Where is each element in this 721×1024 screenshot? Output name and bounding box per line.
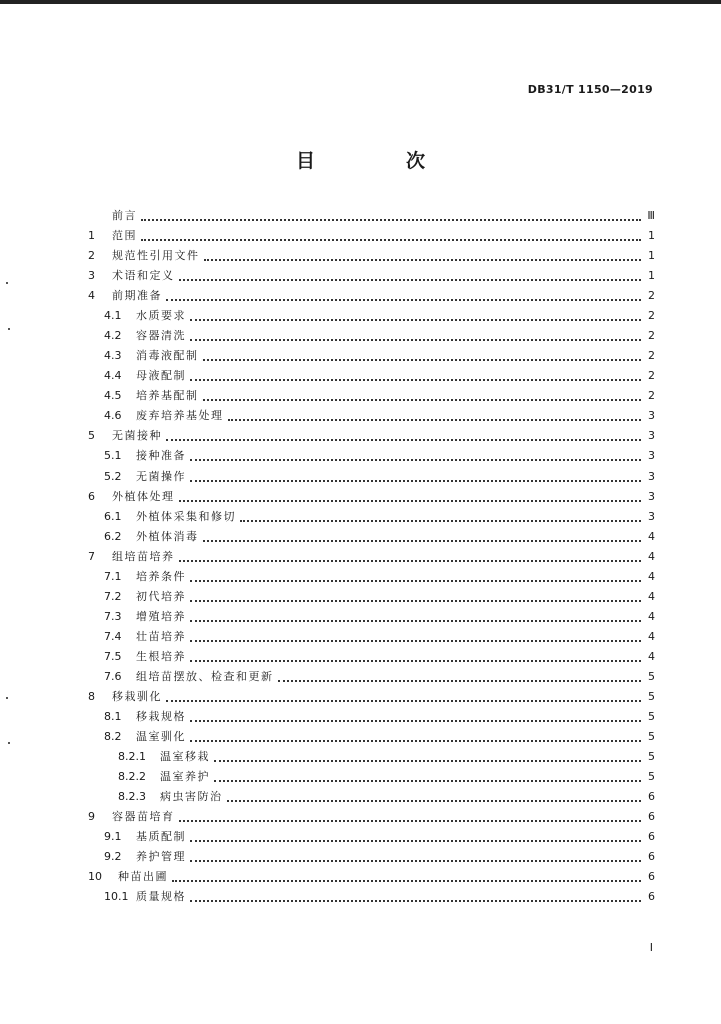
toc-entry-page: 4 [648, 549, 655, 563]
toc-entry[interactable] [104, 707, 655, 725]
toc-entry-number: 8 [88, 689, 95, 703]
toc-entry-page: 5 [648, 769, 655, 783]
dot-leader [190, 837, 641, 842]
toc-entry[interactable] [88, 867, 655, 885]
toc-entry-page: 6 [648, 869, 655, 883]
toc-entry-label: 壮苗培养 [136, 630, 186, 643]
dot-leader [190, 376, 641, 381]
toc-entry-number: 6.2 [104, 529, 122, 543]
toc-entry[interactable] [104, 567, 655, 585]
dot-leader [190, 657, 641, 662]
toc-entry-page: 6 [648, 789, 655, 803]
toc-entry[interactable] [104, 467, 655, 485]
dot-leader [203, 356, 642, 361]
toc-entry[interactable] [88, 426, 655, 444]
toc-entry-page: 3 [648, 448, 655, 462]
toc-entry-page: 2 [648, 368, 655, 382]
toc-entry-label: 术语和定义 [112, 269, 175, 282]
dot-leader [190, 637, 641, 642]
toc-entry-page: 3 [648, 428, 655, 442]
toc-entry[interactable] [104, 527, 655, 545]
toc-entry-number: 8.2.3 [118, 789, 146, 803]
toc-entry-label: 无菌接种 [112, 429, 162, 442]
toc-entry-label: 外植体采集和修切 [136, 510, 236, 523]
dot-leader [240, 517, 641, 522]
toc-entry[interactable] [88, 206, 655, 224]
toc-entry-number: 8.2.2 [118, 769, 146, 783]
toc-entry-label: 组培苗培养 [112, 550, 175, 563]
dot-leader [190, 717, 641, 722]
toc-entry-number: 2 [88, 248, 95, 262]
toc-entry-label: 消毒液配制 [136, 349, 199, 362]
toc-entry-label: 范围 [112, 229, 137, 242]
toc-entry-number: 8.1 [104, 709, 122, 723]
toc-entry-label: 增殖培养 [136, 610, 186, 623]
toc-entry[interactable] [118, 787, 655, 805]
toc-entry-number: 7.3 [104, 609, 122, 623]
toc-entry-label: 前期准备 [112, 289, 162, 302]
toc-entry[interactable] [88, 226, 655, 244]
toc-entry-number: 4.1 [104, 308, 122, 322]
toc-entry-number: 1 [88, 228, 95, 242]
toc-entry-page: 5 [648, 709, 655, 723]
toc-entry-page: 6 [648, 849, 655, 863]
toc-entry-page: Ⅲ [647, 208, 655, 222]
toc-entry-label: 初代培养 [136, 590, 186, 603]
toc-entry-page: 6 [648, 829, 655, 843]
toc-entry[interactable] [104, 306, 655, 324]
toc-entry-number: 4.3 [104, 348, 122, 362]
toc-entry[interactable] [88, 807, 655, 825]
toc-entry-number: 5.1 [104, 448, 122, 462]
scan-speck [8, 328, 10, 330]
toc-entry[interactable] [104, 627, 655, 645]
toc-entry-page: 1 [648, 248, 655, 262]
toc-entry-page: 4 [648, 649, 655, 663]
toc-entry-label: 废弃培养基处理 [136, 409, 224, 422]
dot-leader [278, 677, 642, 682]
toc-entry-number: 6.1 [104, 509, 122, 523]
standard-code: DB31/T 1150—2019 [527, 83, 653, 96]
page-title: 目 次 [295, 150, 461, 172]
toc-entry-page: 4 [648, 569, 655, 583]
toc-entry-label: 移栽驯化 [112, 690, 162, 703]
dot-leader [214, 777, 641, 782]
toc-entry-label: 基质配制 [136, 830, 186, 843]
toc-entry[interactable] [88, 687, 655, 705]
dot-leader [190, 617, 641, 622]
dot-leader [141, 216, 641, 221]
toc-entry[interactable] [104, 607, 655, 625]
toc-entry-label: 生根培养 [136, 650, 186, 663]
toc-entry[interactable] [118, 747, 655, 765]
toc-entry-number: 3 [88, 268, 95, 282]
toc-entry-label: 温室驯化 [136, 730, 186, 743]
toc-entry-number: 4.4 [104, 368, 122, 382]
toc-entry[interactable] [104, 647, 655, 665]
dot-leader [190, 597, 641, 602]
toc-entry-label: 温室养护 [160, 770, 210, 783]
dot-leader [179, 557, 642, 562]
dot-leader [172, 877, 641, 882]
toc-entry-number: 7.1 [104, 569, 122, 583]
toc-entry-page: 2 [648, 288, 655, 302]
toc-entry-page: 3 [648, 509, 655, 523]
scan-speck [8, 742, 10, 744]
toc-entry[interactable] [104, 847, 655, 865]
toc-entry-number: 10 [88, 869, 102, 883]
dot-leader [166, 436, 641, 441]
dot-leader [166, 296, 641, 301]
toc-entry-label: 无菌操作 [136, 470, 186, 483]
toc-entry[interactable] [104, 446, 655, 464]
toc-entry-number: 4.2 [104, 328, 122, 342]
dot-leader [190, 737, 641, 742]
toc-entry-page: 3 [648, 489, 655, 503]
toc-entry-number: 5 [88, 428, 95, 442]
toc-entry-page: 2 [648, 388, 655, 402]
toc-entry-page: 5 [648, 749, 655, 763]
toc-entry-number: 5.2 [104, 469, 122, 483]
dot-leader [179, 276, 642, 281]
toc-entry-page: 6 [648, 889, 655, 903]
toc-entry-label: 质量规格 [136, 890, 186, 903]
toc-entry-number: 4.6 [104, 408, 122, 422]
toc-entry[interactable] [88, 547, 655, 565]
toc-entry-label: 组培苗摆放、检查和更新 [136, 670, 274, 683]
dot-leader [190, 577, 641, 582]
toc-entry[interactable] [88, 246, 655, 264]
toc-entry[interactable] [104, 887, 655, 905]
scan-speck [6, 697, 8, 699]
dot-leader [166, 697, 641, 702]
toc-entry-label: 移栽规格 [136, 710, 186, 723]
toc-entry-label: 规范性引用文件 [112, 249, 200, 262]
toc-entry-label: 容器苗培育 [112, 810, 175, 823]
toc-entry-label: 外植体消毒 [136, 530, 199, 543]
toc-entry[interactable] [104, 727, 655, 745]
toc-entry-page: 5 [648, 689, 655, 703]
toc-entry-page: 2 [648, 308, 655, 322]
dot-leader [190, 857, 641, 862]
toc-entry-page: 4 [648, 529, 655, 543]
toc-entry[interactable] [104, 406, 655, 424]
toc-entry-page: 1 [648, 228, 655, 242]
toc-entry-label: 接种准备 [136, 449, 186, 462]
toc-entry-page: 2 [648, 348, 655, 362]
toc-entry-label: 外植体处理 [112, 490, 175, 503]
toc-entry-number: 9 [88, 809, 95, 823]
toc-entry[interactable] [88, 266, 655, 284]
dot-leader [214, 757, 641, 762]
toc-entry-number: 9.2 [104, 849, 122, 863]
dot-leader [190, 456, 641, 461]
toc-entry-label: 种苗出圃 [118, 870, 168, 883]
toc-entry[interactable] [118, 767, 655, 785]
toc-entry-page: 5 [648, 669, 655, 683]
toc-entry-number: 8.2.1 [118, 749, 146, 763]
toc-entry-page: 2 [648, 328, 655, 342]
toc-entry-label: 容器清洗 [136, 329, 186, 342]
toc-entry[interactable] [104, 386, 655, 404]
toc-entry-page: 3 [648, 469, 655, 483]
dot-leader [203, 396, 642, 401]
dot-leader [190, 336, 641, 341]
toc-entry-number: 7.2 [104, 589, 122, 603]
toc-entry-page: 3 [648, 408, 655, 422]
dot-leader [179, 497, 642, 502]
dot-leader [190, 897, 641, 902]
scan-speck [6, 282, 8, 284]
toc-entry-number: 7.5 [104, 649, 122, 663]
dot-leader [141, 236, 641, 241]
toc-entry[interactable] [104, 587, 655, 605]
toc-entry-label: 温室移栽 [160, 750, 210, 763]
toc-entry-page: 1 [648, 268, 655, 282]
toc-entry[interactable] [104, 827, 655, 845]
toc-entry-number: 9.1 [104, 829, 122, 843]
toc-entry-number: 4.5 [104, 388, 122, 402]
toc-entry-page: 5 [648, 729, 655, 743]
toc-entry-label: 母液配制 [136, 369, 186, 382]
toc-entry-number: 10.1 [104, 889, 129, 903]
toc-entry[interactable] [104, 326, 655, 344]
toc-entry-page: 4 [648, 609, 655, 623]
dot-leader [203, 537, 642, 542]
toc-entry[interactable] [104, 667, 655, 685]
toc-entry-page: 6 [648, 809, 655, 823]
toc-entry[interactable] [104, 507, 655, 525]
toc-entry-number: 7 [88, 549, 95, 563]
toc-entry[interactable] [104, 366, 655, 384]
toc-entry-label: 病虫害防治 [160, 790, 223, 803]
page-number: I [649, 941, 653, 954]
toc-entry-label: 养护管理 [136, 850, 186, 863]
toc-entry-page: 4 [648, 589, 655, 603]
toc-entry-number: 8.2 [104, 729, 122, 743]
toc-entry-label: 前言 [112, 209, 137, 222]
toc-entry-label: 培养基配制 [136, 389, 199, 402]
dot-leader [179, 817, 642, 822]
dot-leader [190, 316, 641, 321]
toc-entry-number: 6 [88, 489, 95, 503]
toc-entry[interactable] [104, 346, 655, 364]
toc-entry[interactable] [88, 286, 655, 304]
dot-leader [227, 797, 642, 802]
toc-entry-label: 水质要求 [136, 309, 186, 322]
dot-leader [228, 416, 642, 421]
toc-entry-label: 培养条件 [136, 570, 186, 583]
toc-entry[interactable] [88, 487, 655, 505]
dot-leader [190, 477, 641, 482]
toc-entry-number: 7.6 [104, 669, 122, 683]
dot-leader [204, 256, 642, 261]
toc-entry-number: 4 [88, 288, 95, 302]
toc-entry-number: 7.4 [104, 629, 122, 643]
toc-entry-page: 4 [648, 629, 655, 643]
